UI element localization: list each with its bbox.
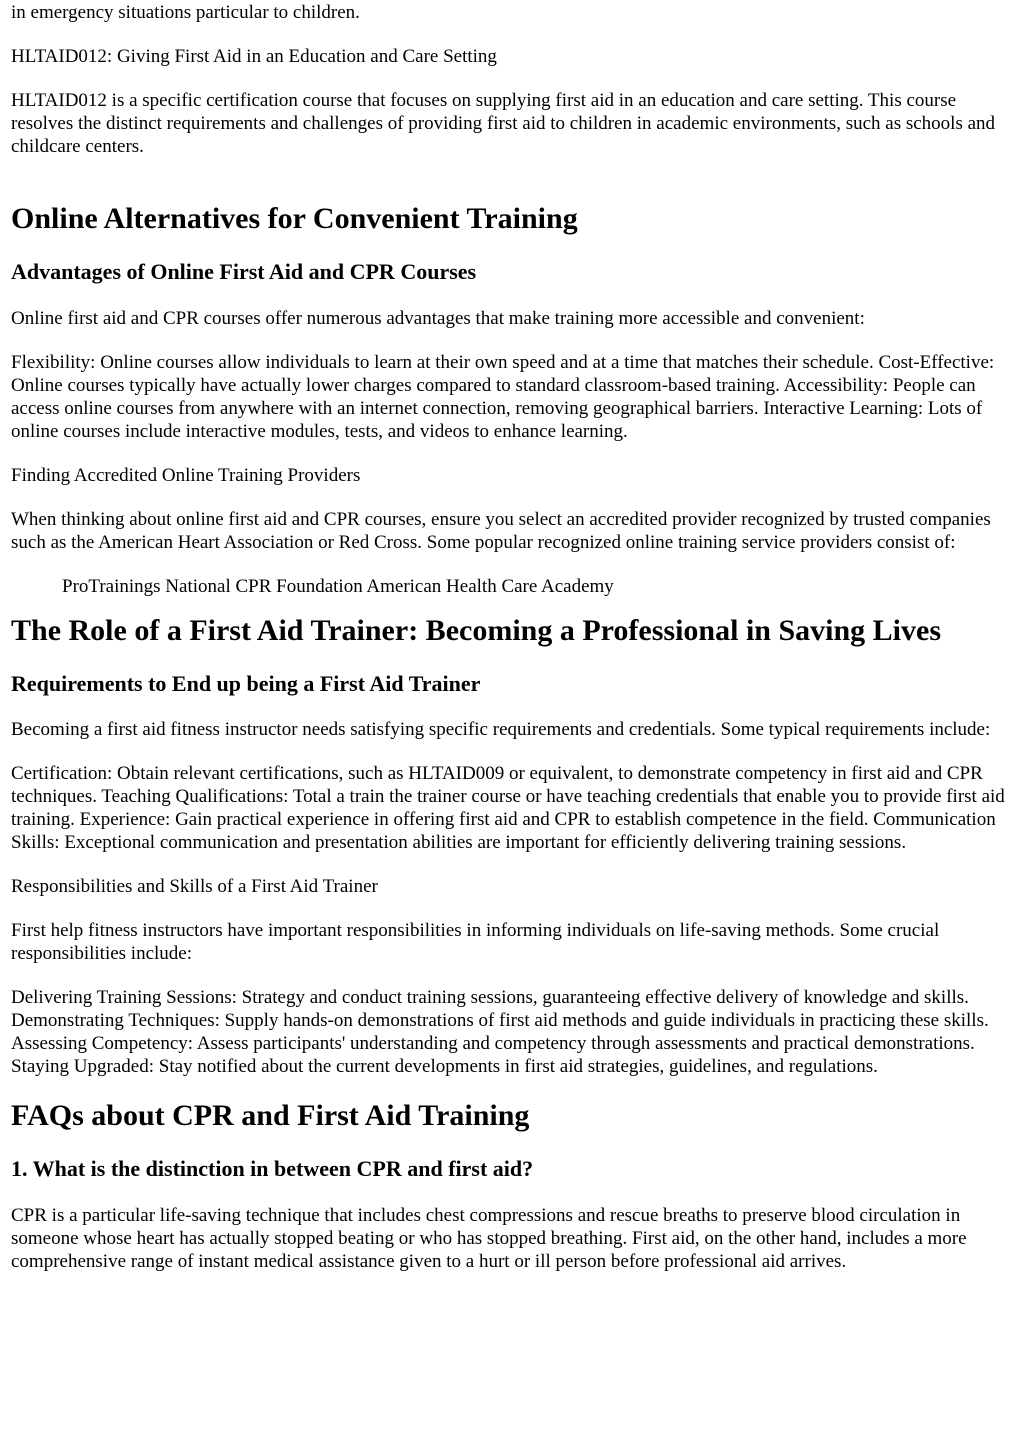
intro-tail-paragraph: in emergency situations particular to children. [11, 2, 360, 23]
trainer-responsibilities-list: Delivering Training Sessions: Strategy and conduct training sessions, guaranteeing effective delivery of knowledge and skills. Demonstrating Techniques: Supply hands-on demonstrations of first aid methods and guide individuals in practicing these skills. Assessing Competency: Assess participants' understanding and competency through assessments and practical demonstrations. Staying Upgraded: Stay notified about the current developments in first aid strategies, guidelines, and regulations. [11, 987, 989, 1077]
trainer-requirements-list: Certification: Obtain relevant certifications, such as HLTAID009 or equivalent, to demonstrate competency in first aid and CPR techniques. Teaching Qualifications: Total a train the trainer course or have teaching credentials that enable you to provide first aid training. Experience: Gain practical experience in offering first aid and CPR to establish competence in the field. Communication Skills: Exceptional communication and presentation abilities are important for efficiently delivering training sessions. [11, 763, 1005, 853]
online-advantages-list: Flexibility: Online courses allow individuals to learn at their own speed and at a time that matches their schedule. Cost-Effective: Online courses typically have actually lower charges compared to standard classroom-based training. Accessibility: People can access online courses from anywhere with an internet connection, removing geographical barriers. Interactive Learning: Lots of online courses include interactive modules, tests, and videos to enhance learning. [11, 352, 995, 442]
faq-section-title: FAQs about CPR and First Aid Training [11, 1099, 530, 1132]
hltaid012-heading: HLTAID012: Giving First Aid in an Education and Care Setting [11, 46, 497, 67]
providers-heading: Finding Accredited Online Training Providers [11, 465, 361, 486]
trainer-responsibilities-intro: First help fitness instructors have important responsibilities in informing individuals on life-saving methods. Some crucial responsibilities include: [11, 920, 940, 964]
trainer-section-title: The Role of a First Aid Trainer: Becoming a Professional in Saving Lives [11, 614, 941, 647]
online-advantages-intro: Online first aid and CPR courses offer numerous advantages that make training more accessible and convenient: [11, 308, 865, 329]
trainer-requirements-heading: Requirements to End up being a First Aid Trainer [11, 671, 481, 696]
providers-list: ProTrainings National CPR Foundation American Health Care Academy [62, 576, 614, 597]
online-advantages-heading: Advantages of Online First Aid and CPR Courses [11, 259, 477, 284]
faq-question-1: 1. What is the distinction in between CPR and first aid? [11, 1156, 534, 1181]
document-page [11, 0, 1017, 1273]
trainer-responsibilities-heading: Responsibilities and Skills of a First Aid Trainer [11, 876, 378, 897]
faq-answer-1: CPR is a particular life-saving technique that includes chest compressions and rescue breaths to preserve blood circulation in someone whose heart has actually stopped beating or who has stopped breathing. First aid, on the other hand, includes a more comprehensive range of instant medical assistance given to a hurt or ill person before professional aid arrives. [11, 1205, 967, 1272]
providers-paragraph: When thinking about online first aid and CPR courses, ensure you select an accredited provider recognized by trusted companies such as the American Heart Association or Red Cross. Some popular recognized online training service providers consist of: [11, 509, 991, 553]
hltaid012-paragraph: HLTAID012 is a specific certification course that focuses on supplying first aid in an education and care setting. This course resolves the distinct requirements and challenges of providing first aid to children in academic environments, such as schools and childcare centers. [11, 90, 996, 157]
online-section-title: Online Alternatives for Convenient Training [11, 202, 578, 235]
trainer-requirements-intro: Becoming a first aid fitness instructor needs satisfying specific requirements and credentials. Some typical requirements include: [11, 719, 991, 740]
